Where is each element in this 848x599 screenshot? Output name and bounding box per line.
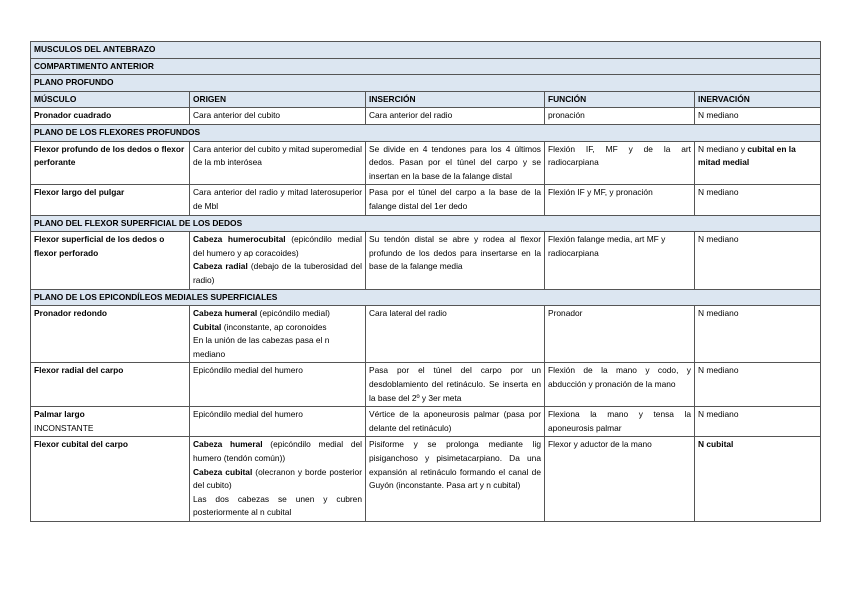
- nerve-text-bold: cubital en la mitad medial: [698, 143, 796, 168]
- origin-head-label: Cabeza humeral: [193, 308, 258, 319]
- insertion-cell: Su tendón distal se abre y rodea al flexor profundo de los dedos para insertarse en la base de la falange media: [366, 232, 545, 289]
- plane-row: [31, 124, 821, 141]
- origin-head-text: (epicóndilo medial del humero y ap coracoides): [193, 234, 362, 258]
- insertion-cell: Pisiforme y se prolonga mediante lig pisiganchoso y pisimetacarpiano. Da una expansión al retináculo formando el canal de Guyón (inconstante. Pasa art y n cubital): [366, 437, 545, 522]
- title-row: [31, 42, 821, 59]
- column-header-muscle: MÚSCULO: [31, 91, 190, 108]
- insertion-cell: Cara lateral del radio: [366, 306, 545, 363]
- nerve-text: N mediano y: [698, 143, 748, 154]
- origin-note: En la unión de las cabezas pasa el n mediano: [193, 335, 330, 359]
- origin-cell: [190, 232, 366, 289]
- table-subtitle: COMPARTIMENTO ANTERIOR: [31, 58, 821, 75]
- nerve-cell: N mediano: [695, 232, 821, 289]
- plane-row: [31, 289, 821, 306]
- nerve-cell: N cubital: [695, 437, 821, 522]
- muscle-name: Palmar largo: [34, 409, 85, 420]
- insertion-cell: Vértice de la aponeurosis palmar (pasa por delante del retináculo): [366, 407, 545, 437]
- origin-head-label: Cubital: [193, 321, 222, 332]
- nerve-cell: N mediano: [695, 306, 821, 363]
- origin-head-text: (olecranon y borde posterior del cubito): [193, 466, 362, 491]
- insertion-cell: Cara anterior del radio: [366, 108, 545, 125]
- origin-cell: [190, 437, 366, 522]
- column-header-row: [31, 91, 821, 108]
- table-row: [31, 141, 821, 185]
- muscle-name: Pronador redondo: [31, 306, 190, 363]
- muscle-table: [30, 41, 821, 522]
- plane-row: [31, 75, 821, 92]
- plane-label: PLANO PROFUNDO: [31, 75, 821, 92]
- column-header-insertion: INSERCIÓN: [366, 91, 545, 108]
- origin-head-label: Cabeza radial: [193, 261, 248, 272]
- column-header-function: FUNCIÓN: [545, 91, 695, 108]
- function-cell: Flexiona la mano y tensa la aponeurosis palmar: [545, 407, 695, 437]
- insertion-cell: Pasa por el túnel del carpo por un desdoblamiento del retináculo. Se inserta en la base del 2º y 3er meta: [366, 363, 545, 407]
- muscle-name: Pronador cuadrado: [31, 108, 190, 125]
- muscle-name: Flexor superficial de los dedos o flexor perforado: [31, 232, 190, 289]
- muscle-name: Flexor largo del pulgar: [31, 185, 190, 215]
- subtitle-row: [31, 58, 821, 75]
- nerve-cell: N mediano: [695, 363, 821, 407]
- muscle-name: Flexor profundo de los dedos o flexor perforante: [31, 141, 190, 185]
- plane-row: [31, 215, 821, 232]
- insertion-cell: Pasa por el túnel del carpo a la base de la falange distal del 1er dedo: [366, 185, 545, 215]
- origin-head-text: (epicóndilo medial del humero (tendón común)): [193, 439, 362, 464]
- table-row: [31, 363, 821, 407]
- table-row: [31, 232, 821, 289]
- function-cell: Flexión IF y MF, y pronación: [545, 185, 695, 215]
- table-row: [31, 306, 821, 363]
- origin-head-label: Cabeza humeral: [193, 439, 263, 450]
- nerve-cell: [695, 141, 821, 185]
- plane-label: PLANO DEL FLEXOR SUPERFICIAL DE LOS DEDOS: [31, 215, 821, 232]
- function-cell: Flexión de la mano y codo, y abducción y pronación de la mano: [545, 363, 695, 407]
- origin-note: Las dos cabezas se unen y cubren posteriormente al n cubital: [193, 493, 362, 518]
- function-cell: Flexión IF, MF y de la art radiocarpiana: [545, 141, 695, 185]
- origin-cell: [190, 306, 366, 363]
- origin-cell: Epicóndilo medial del humero: [190, 363, 366, 407]
- plane-label: PLANO DE LOS FLEXORES PROFUNDOS: [31, 124, 821, 141]
- origin-cell: Cara anterior del radio y mitad laterosuperior de Mbl: [190, 185, 366, 215]
- table-row: [31, 185, 821, 215]
- insertion-cell: Se divide en 4 tendones para los 4 últimos dedos. Pasan por el túnel del carpo y se insertan en la base de la falange distal: [366, 141, 545, 185]
- nerve-cell: N mediano: [695, 185, 821, 215]
- column-header-nerve: INERVACIÓN: [695, 91, 821, 108]
- function-cell: Flexión falange media, art MF y radiocarpiana: [545, 232, 695, 289]
- origin-head-label: Cabeza cubital: [193, 466, 253, 477]
- origin-head-text: (epicóndilo medial): [257, 308, 330, 319]
- origin-cell: Cara anterior del cubito y mitad superomedial de la mb interósea: [190, 141, 366, 185]
- function-cell: Pronador: [545, 306, 695, 363]
- muscle-note: INCONSTANTE: [34, 422, 94, 433]
- function-cell: Flexor y aductor de la mano: [545, 437, 695, 522]
- table-row: [31, 108, 821, 125]
- function-cell: pronación: [545, 108, 695, 125]
- table-title: MUSCULOS DEL ANTEBRAZO: [31, 42, 821, 59]
- origin-cell: Cara anterior del cubito: [190, 108, 366, 125]
- origin-cell: Epicóndilo medial del humero: [190, 407, 366, 437]
- muscle-name: Flexor radial del carpo: [31, 363, 190, 407]
- table-row: [31, 407, 821, 437]
- column-header-origin: ORIGEN: [190, 91, 366, 108]
- muscle-cell: [31, 407, 190, 437]
- nerve-cell: N mediano: [695, 108, 821, 125]
- table-row: [31, 437, 821, 522]
- nerve-cell: N mediano: [695, 407, 821, 437]
- muscle-name: Flexor cubital del carpo: [31, 437, 190, 522]
- origin-head-text: (debajo de la tuberosidad del radio): [193, 261, 362, 285]
- origin-head-label: Cabeza humerocubital: [193, 234, 286, 245]
- origin-head-text: (inconstante, ap coronoides: [221, 321, 327, 332]
- plane-label: PLANO DE LOS EPICONDÍLEOS MEDIALES SUPERFICIALES: [31, 289, 821, 306]
